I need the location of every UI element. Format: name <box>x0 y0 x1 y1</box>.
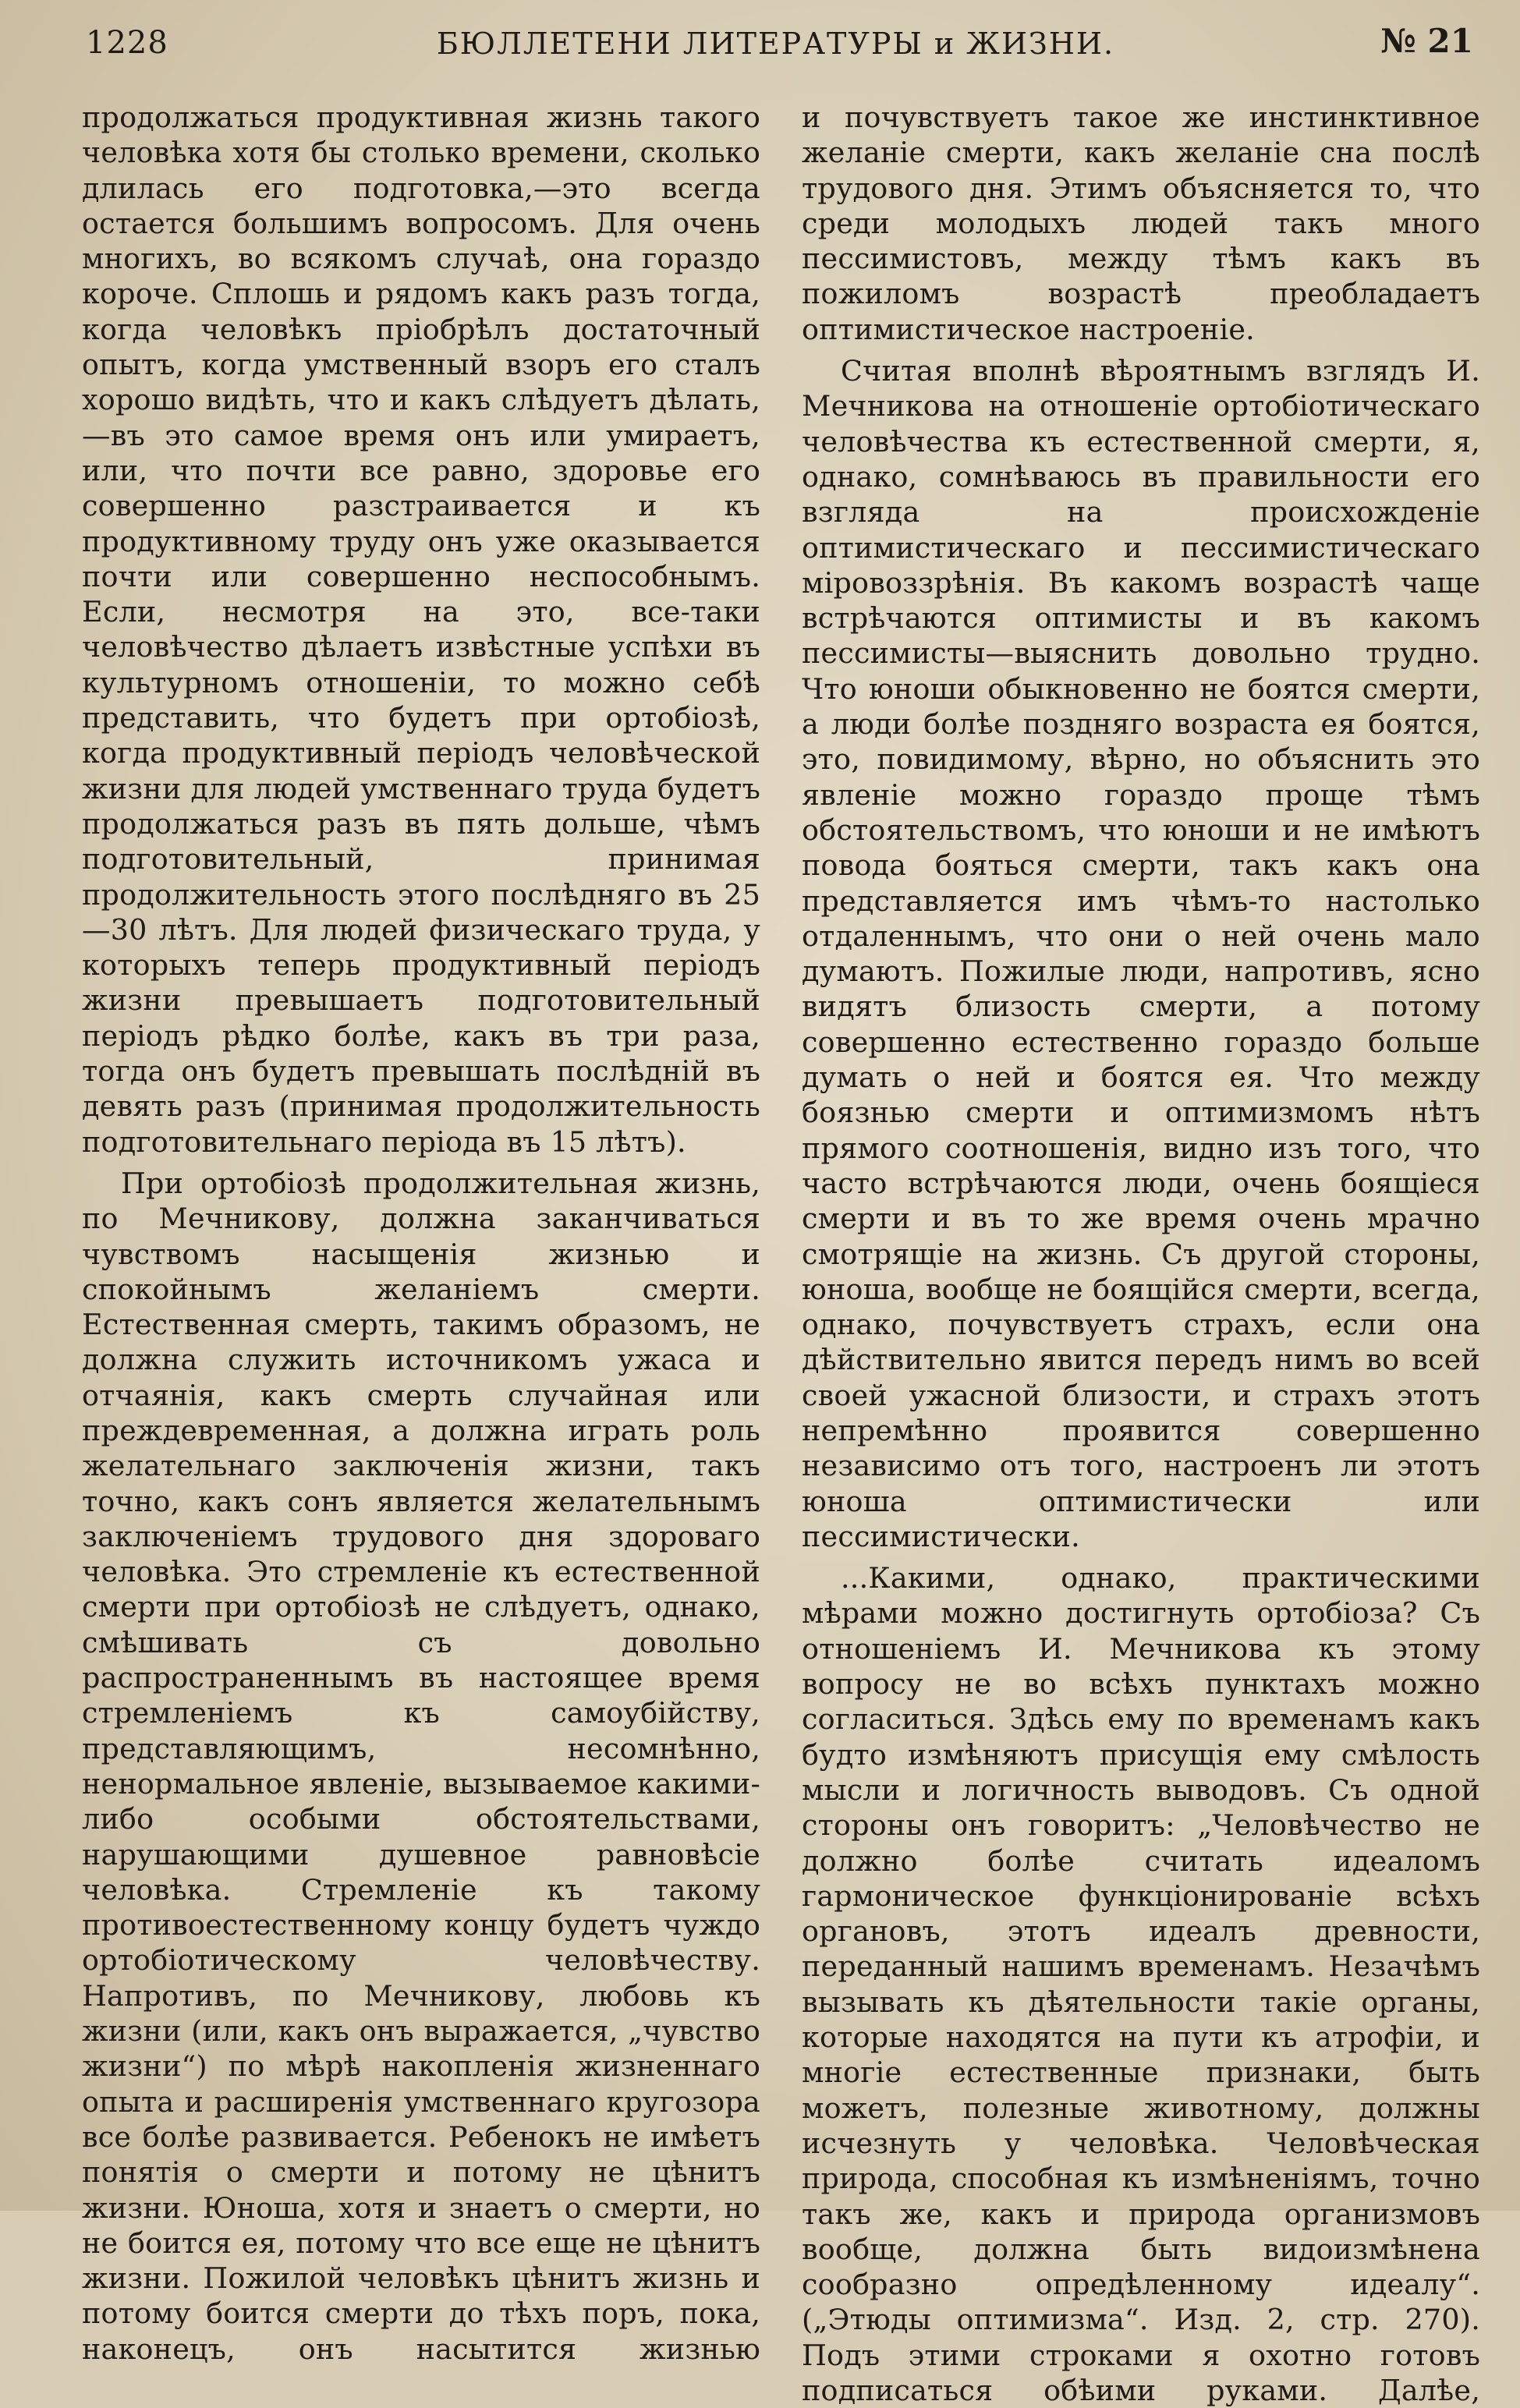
journal-title: БЮЛЛЕТЕНИ ЛИТЕРАТУРЫ и ЖИЗНИ. <box>436 27 1115 61</box>
left-column <box>82 100 760 2367</box>
left-paragraph-1: продолжаться продуктивная жизнь такого человѣка хотя бы столько времени, сколько длилась его подготовка,—это всегда остается большимъ вопросомъ. Для очень многихъ, во всякомъ случаѣ, она гораздо короче. Сплошь и рядомъ какъ разъ тогда, когда человѣкъ пріобрѣлъ достаточный опытъ, когда умственный взоръ его сталъ хорошо видѣть, что и какъ слѣдуетъ дѣлать,—въ это самое время онъ или умираетъ, или, что почти все равно, здоровье его совершенно разстраивается и къ продуктивному труду онъ уже оказывается почти или совершенно неспособнымъ. Если, несмотря на это, все-таки человѣчество дѣлаетъ извѣстные успѣхи въ культурномъ отношеніи, то можно себѣ представить, что будетъ при ортобіозѣ, когда продуктивный періодъ человѣческой жизни для людей умственнаго труда будетъ продолжаться разъ въ пять дольше, чѣмъ подготовительный, принимая продолжительность этого послѣдняго въ 25—30 лѣтъ. Для людей физическаго труда, у которыхъ теперь продуктивный періодъ жизни превышаетъ подготовительный періодъ рѣдко болѣе, какъ въ три раза, тогда онъ будетъ превышать послѣдній въ девять разъ (принимая продолжительность подготовительнаго періода въ 15 лѣтъ). <box>82 101 760 1159</box>
right-column <box>802 100 1480 2408</box>
left-paragraph-2: При ортобіозѣ продолжительная жизнь, по Мечникову, должна заканчиваться чувствомъ насыщенія жизнью и спокойнымъ желаніемъ смерти. Естественная смерть, такимъ образомъ, не должна служить источникомъ ужаса и отчаянія, какъ смерть случайная или преждевременная, а должна играть роль желательнаго заключенія жизни, такъ точно, какъ сонъ является желательнымъ заключеніемъ трудового дня здороваго человѣка. Это стремленіе къ естественной смерти при ортобіозѣ не слѣдуетъ, однако, смѣшивать съ довольно распространеннымъ въ настоящее время стремленіемъ къ самоубійству, представляющимъ, несомнѣнно, ненормальное явленіе, вызываемое какими-либо особыми обстоятельствами, нарушающими душевное равновѣсіе человѣка. Стремленіе къ такому противоестественному концу будетъ чуждо ортобіотическому человѣчеству. Напротивъ, по Мечникову, любовь къ жизни (или, какъ онъ выражается, „чувство жизни“) по мѣрѣ накопленія жизненнаго опыта и расширенія умственнаго кругозора все болѣе развивается. Ребенокъ не имѣетъ понятія о смерти и потому не цѣнитъ жизни. Юноша, хотя и знаетъ о смерти, но не боится ея, потому что все еще не цѣнитъ жизни. Пожилой человѣкъ цѣнитъ жизнь и потому боится смерти до тѣхъ поръ, пока, наконецъ, онъ насытится жизнью <box>82 1166 760 2366</box>
right-paragraph-1: и почувствуетъ такое же инстинктивное желаніе смерти, какъ желаніе сна послѣ трудового дня. Этимъ объясняется то, что среди молодыхъ людей такъ много пессимистовъ, между тѣмъ какъ въ пожиломъ возрастѣ преобладаетъ оптимистическое настроеніе. <box>802 101 1480 346</box>
page-number: 1228 <box>86 25 168 61</box>
right-paragraph-3: ...Какими, однако, практическими мѣрами можно достигнуть ортобіоза? Съ отношеніемъ И. Мечникова къ этому вопросу не во всѣхъ пунктахъ можно согласиться. Здѣсь ему по временамъ какъ будто измѣняютъ присущія ему смѣлость мысли и логичность выводовъ. Съ одной стороны онъ говоритъ: „Человѣчество не должно болѣе считать идеаломъ гармоническое функціонированіе всѣхъ органовъ, этотъ идеалъ древности, переданный нашимъ временамъ. Незачѣмъ вызывать къ дѣятельности такіе органы, которые находятся на пути къ атрофіи, и многіе естественные признаки, быть можетъ, полезные животному, должны исчезнуть у человѣка. Человѣческая природа, способная къ измѣненіямъ, точно такъ же, какъ и природа организмовъ вообще, должна быть видоизмѣнена сообразно опредѣленному идеалу“. („Этюды оптимизма“. Изд. 2, стр. 270). Подъ этими строками я охотно готовъ подписаться обѣими руками. Далѣе, <box>802 1561 1480 2407</box>
issue-number: № 21 <box>1380 22 1473 60</box>
right-paragraph-2: Считая вполнѣ вѣроятнымъ взглядъ И. Мечникова на отношеніе ортобіотическаго человѣчества къ естественной смерти, я, однако, сомнѣваюсь въ правильности его взгляда на происхожденіе оптимистическаго и пессимистическаго міровоззрѣнія. Въ какомъ возрастѣ чаще встрѣчаются оптимисты и въ какомъ пессимисты—выяснить довольно трудно. Что юноши обыкновенно не боятся смерти, а люди болѣе поздняго возраста ея боятся, это, повидимому, вѣрно, но объяснить это явленіе можно гораздо проще тѣмъ обстоятельствомъ, что юноши и не имѣютъ повода бояться смерти, такъ какъ она представляется имъ чѣмъ-то настолько отдаленнымъ, что они о ней очень мало думаютъ. Пожилые люди, напротивъ, ясно видятъ близость смерти, а потому совершенно естественно гораздо больше думать о ней и боятся ея. Что между боязнью смерти и оптимизмомъ нѣтъ прямого соотношенія, видно изъ того, что часто встрѣчаются люди, очень боящіеся смерти и въ то же время очень мрачно смотрящіе на жизнь. Съ другой стороны, юноша, вообще не боящійся смерти, всегда, однако, почувствуетъ страхъ, если она дѣйствительно явится передъ нимъ во всей своей ужасной близости, и страхъ этотъ непремѣнно проявится совершенно независимо отъ того, настроенъ ли этотъ юноша оптимистически или пессимистически. <box>802 354 1480 1553</box>
running-head <box>78 19 1473 66</box>
